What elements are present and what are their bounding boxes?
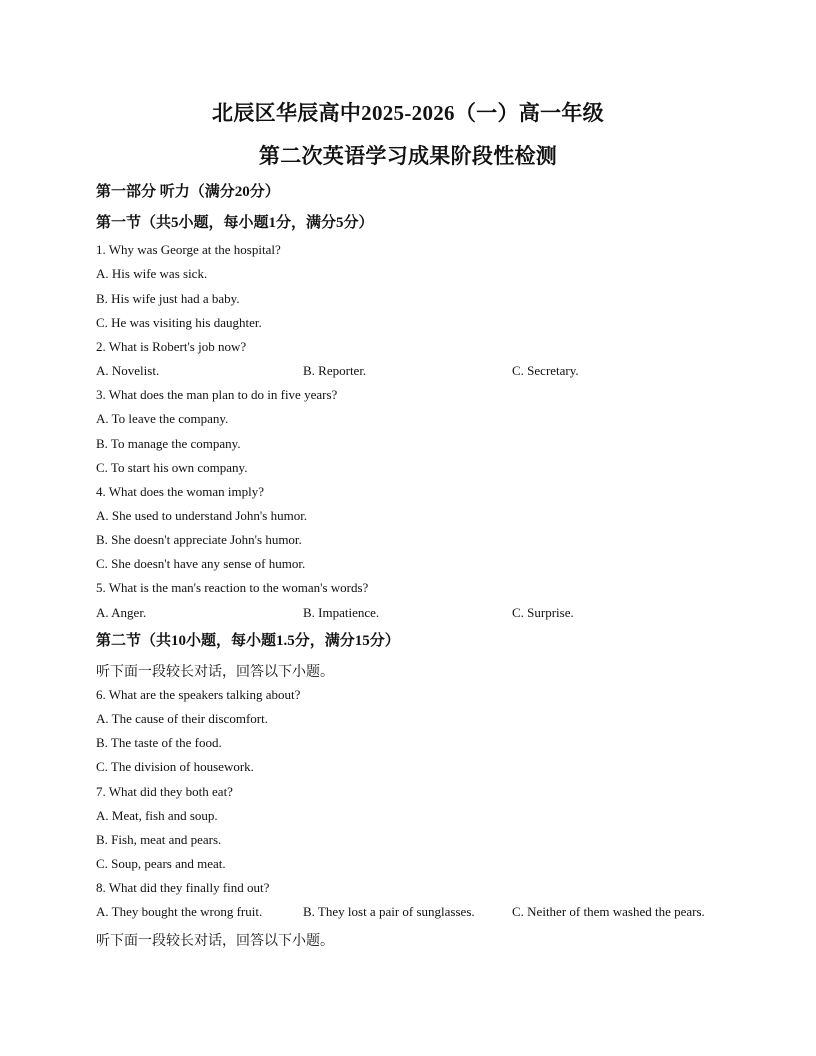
question-stem: 2. What is Robert's job now? [96,339,247,354]
answer-option: B. She doesn't appreciate John's humor. [96,532,302,547]
answer-option: B. Impatience. [303,605,380,620]
listening-instruction: 听下面一段较长对话，回答以下小题。 [96,665,334,680]
answer-option: A. Novelist. [96,363,160,378]
answer-option: C. She doesn't have any sense of humor. [96,556,306,571]
listening-instruction: 听下面一段较长对话，回答以下小题。 [96,934,334,949]
section2-heading: 第二节（共10小题，每小题1.5分，满分15分） [96,633,400,649]
answer-option: A. They bought the wrong fruit. [96,904,263,919]
answer-option: B. They lost a pair of sunglasses. [303,904,475,919]
options-row [96,363,736,381]
answer-option: A. Anger. [96,605,147,620]
options-row [96,904,736,922]
question-stem: 6. What are the speakers talking about? [96,687,301,702]
answer-option: C. Secretary. [512,363,579,378]
answer-option: C. The division of housework. [96,759,254,774]
exam-title-line1: 北辰区华辰高中2025-2026（一）高一年级 [212,101,604,125]
answer-option: B. Fish, meat and pears. [96,832,222,847]
answer-option: C. Soup, pears and meat. [96,856,226,871]
question-stem: 8. What did they finally find out? [96,880,270,895]
answer-option: A. Meat, fish and soup. [96,808,218,823]
answer-option: A. His wife was sick. [96,266,208,281]
section1-heading: 第一节（共5小题，每小题1分，满分5分） [96,215,374,231]
answer-option: A. To leave the company. [96,411,229,426]
answer-option: C. He was visiting his daughter. [96,315,262,330]
options-row [96,605,736,623]
answer-option: B. The taste of the food. [96,735,222,750]
part1-heading: 第一部分 听力（满分20分） [96,184,280,200]
answer-option: C. Surprise. [512,605,574,620]
question-stem: 7. What did they both eat? [96,784,233,799]
answer-option: A. She used to understand John's humor. [96,508,308,523]
answer-option: A. The cause of their discomfort. [96,711,268,726]
question-stem: 5. What is the man's reaction to the woman's words? [96,580,369,595]
answer-option: B. To manage the company. [96,436,241,451]
answer-option: B. His wife just had a baby. [96,291,240,306]
answer-option: C. To start his own company. [96,460,248,475]
exam-title-line2: 第二次英语学习成果阶段性检测 [258,144,558,168]
answer-option: B. Reporter. [303,363,367,378]
answer-option: C. Neither of them washed the pears. [512,904,705,919]
question-stem: 1. Why was George at the hospital? [96,242,281,257]
question-stem: 3. What does the man plan to do in five years? [96,387,338,402]
question-stem: 4. What does the woman imply? [96,484,265,499]
